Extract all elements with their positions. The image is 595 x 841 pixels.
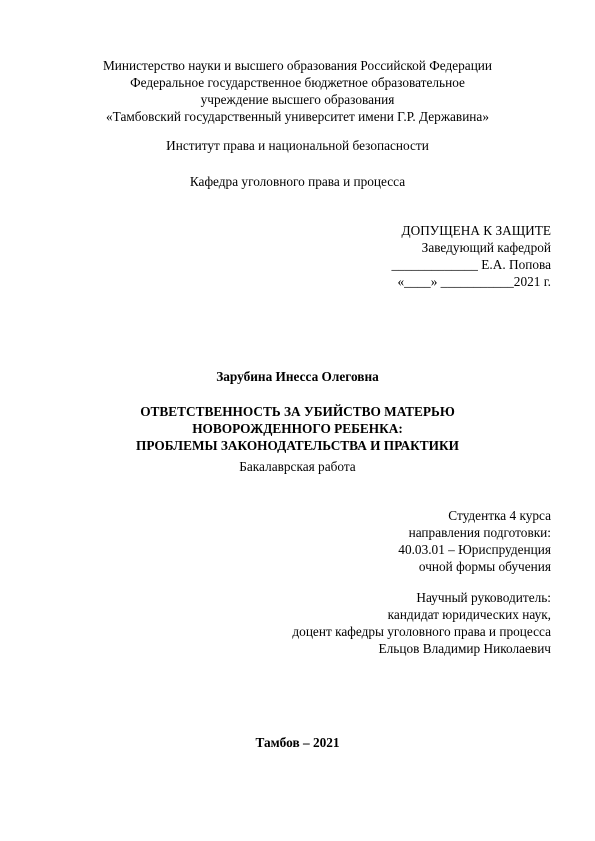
ministry-header bbox=[0, 57, 595, 125]
ministry-line: Федеральное государственное бюджетное образовательное bbox=[130, 75, 465, 90]
student-info-block bbox=[398, 507, 551, 575]
work-type: Бакалаврская работа bbox=[239, 459, 356, 474]
institute-name: Институт права и национальной безопасности bbox=[166, 138, 429, 153]
thesis-title-line: ПРОБЛЕМЫ ЗАКОНОДАТЕЛЬСТВА И ПРАКТИКИ bbox=[135, 438, 459, 453]
thesis-title bbox=[0, 403, 595, 454]
supervisor-info-line: Научный руководитель: bbox=[416, 590, 551, 605]
supervisor-info-line: Ельцов Владимир Николаевич bbox=[378, 641, 551, 656]
supervisor-info-line: кандидат юридических наук, bbox=[387, 607, 551, 622]
ministry-line: Министерство науки и высшего образования Российской Федерации bbox=[102, 58, 493, 73]
approval-date-line: «____» ___________2021 г. bbox=[397, 274, 551, 289]
student-info-line: очной формы обучения bbox=[418, 559, 551, 574]
footer-city-year: Тамбов – 2021 bbox=[255, 735, 340, 750]
approval-signature-line: _____________ Е.А. Попова bbox=[391, 257, 551, 272]
student-info-line: Студентка 4 курса bbox=[448, 508, 551, 523]
ministry-line: учреждение высшего образования bbox=[200, 92, 395, 107]
supervisor-info-block bbox=[292, 589, 551, 657]
thesis-title-line: ОТВЕТСТВЕННОСТЬ ЗА УБИЙСТВО МАТЕРЬЮ bbox=[140, 404, 455, 419]
student-info-line: направления подготовки: bbox=[408, 525, 551, 540]
approval-block bbox=[392, 222, 551, 290]
thesis-title-line: НОВОРОЖДЕННОГО РЕБЕНКА: bbox=[192, 421, 403, 436]
approval-heading: ДОПУЩЕНА К ЗАЩИТЕ bbox=[401, 223, 551, 238]
student-info-line: 40.03.01 – Юриспруденция bbox=[398, 542, 551, 557]
university-name: «Тамбовский государственный университет имени Г.Р. Державина» bbox=[106, 109, 489, 124]
author-name: Зарубина Инесса Олеговна bbox=[216, 369, 379, 384]
supervisor-info-line: доцент кафедры уголовного права и процесса bbox=[292, 624, 551, 639]
department-name: Кафедра уголовного права и процесса bbox=[189, 174, 406, 189]
approval-role: Заведующий кафедрой bbox=[421, 240, 551, 255]
